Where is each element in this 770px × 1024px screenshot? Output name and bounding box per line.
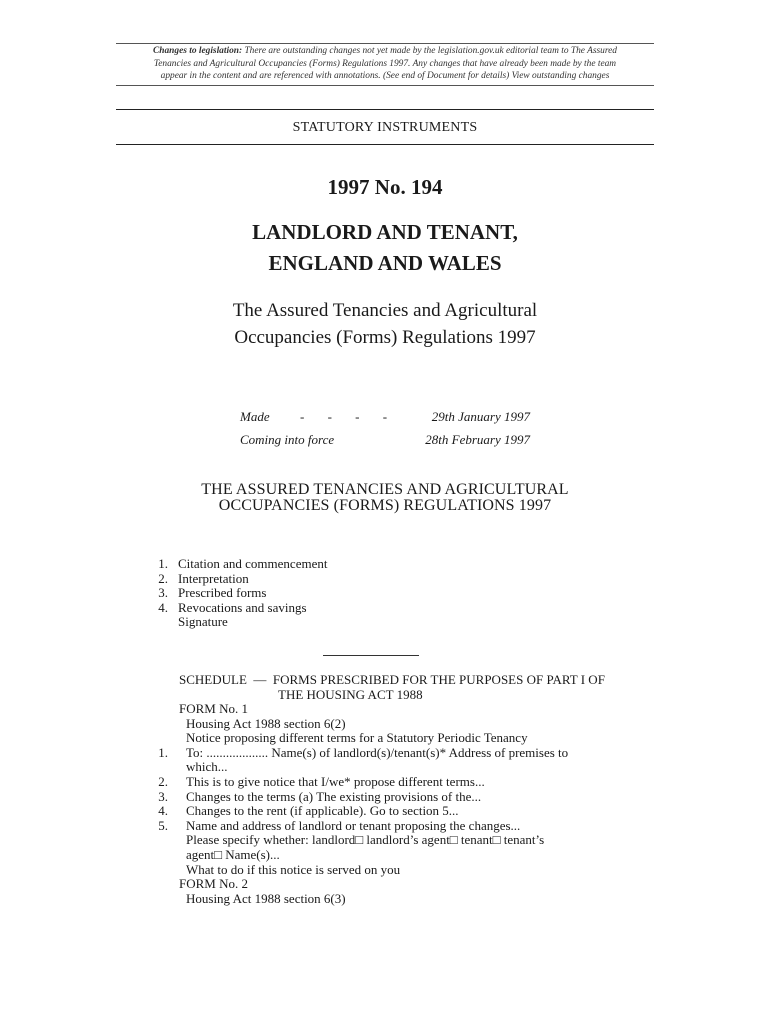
content-line-text: Name and address of landlord or tenant proposing the changes...	[186, 817, 521, 833]
content-line-text: agent□ Name(s)...	[186, 846, 280, 862]
toc-item-text: Interpretation	[178, 570, 249, 586]
content-line[interactable]	[140, 775, 610, 790]
toc-item-text: Prescribed forms	[178, 585, 267, 601]
content-line[interactable]	[140, 731, 610, 746]
toc-item-text: Citation and commencement	[178, 556, 328, 571]
content-line[interactable]	[140, 863, 610, 878]
content-line[interactable]	[140, 804, 610, 819]
series-heading: STATUTORY INSTRUMENTS	[292, 120, 478, 135]
contents-heading	[0, 482, 770, 514]
toc-item-number: 4.	[158, 599, 168, 615]
content-line-text: which...	[186, 759, 228, 775]
content-line-text: Please specify whether: landlord□ landlord’s agent□ tenant□ tenant’s	[186, 832, 545, 848]
content-line-text: This is to give notice that I/we* propose different terms...	[186, 773, 485, 789]
toc-item[interactable]	[140, 586, 560, 601]
content-line-text: Housing Act 1988 section 6(3)	[186, 890, 346, 906]
subject-line-1: LANDLORD AND TENANT,	[252, 220, 518, 244]
force-row	[240, 432, 540, 455]
subject-line-2: ENGLAND AND WALES	[268, 251, 502, 275]
toc-item[interactable]	[140, 557, 560, 572]
content-line[interactable]	[140, 717, 610, 732]
banner-line-1	[116, 45, 654, 58]
regulations-title	[0, 297, 770, 351]
content-line-text: Changes to the rent (if applicable). Go to section 5...	[186, 803, 459, 819]
banner-text-1: There are outstanding changes not yet made by the legislation.gov.uk editorial team to The Assured	[242, 46, 617, 56]
toc-item-number: 2.	[158, 570, 168, 586]
content-line[interactable]	[140, 790, 610, 805]
made-date: 29th January 1997	[431, 409, 530, 424]
section-divider	[323, 655, 419, 656]
changes-banner	[116, 43, 654, 86]
toc-item[interactable]	[140, 601, 560, 616]
series-rule	[116, 144, 654, 145]
made-row	[240, 409, 540, 432]
schedule-heading	[179, 673, 649, 702]
top-rule	[116, 109, 654, 110]
content-line-text: Changes to the terms (a) The existing provisions of the...	[186, 788, 482, 804]
content-line[interactable]	[140, 819, 610, 834]
schedule-contents	[140, 702, 610, 906]
content-line[interactable]	[140, 877, 610, 892]
content-line-text: To: ................... Name(s) of landlord(s)/tenant(s)* Address of premises to	[186, 744, 569, 760]
content-line-text: Housing Act 1988 section 6(2)	[186, 715, 346, 731]
dates-block	[240, 409, 540, 455]
content-line-number: 3.	[158, 788, 168, 804]
toc-item[interactable]	[140, 572, 560, 587]
table-of-contents	[140, 557, 560, 630]
content-line-number: 2.	[158, 773, 168, 789]
content-line-text: Notice proposing different terms for a Statutory Periodic Tenancy	[186, 730, 528, 746]
made-label: Made	[240, 409, 270, 424]
toc-item-number: 1.	[158, 556, 168, 571]
schedule-line-2: THE HOUSING ACT 1988	[278, 686, 423, 702]
contents-heading-line-2: OCCUPANCIES (FORMS) REGULATIONS 1997	[218, 497, 552, 514]
toc-item-text: Signature	[178, 614, 228, 630]
content-line-number: 5.	[158, 817, 168, 833]
content-line[interactable]	[140, 833, 610, 848]
instrument-number: 1997 No. 194	[327, 175, 443, 199]
content-line[interactable]	[140, 702, 610, 717]
content-line-number: 1.	[158, 744, 168, 760]
content-line-text: FORM No. 2	[179, 876, 248, 892]
banner-line-2: Tenancies and Agricultural Occupancies (Forms) Regulations 1997. Any changes that have already been made by the team	[153, 58, 617, 69]
content-line-number: 4.	[158, 803, 168, 819]
subject-heading	[0, 217, 770, 279]
force-label: Coming into force	[240, 432, 335, 447]
toc-item-text: Revocations and savings	[178, 599, 307, 615]
toc-item-number: 3.	[158, 585, 168, 601]
content-line[interactable]	[140, 848, 610, 863]
made-dashes: - - - -	[300, 409, 398, 424]
schedule-line-1: SCHEDULE — FORMS PRESCRIBED FOR THE PURPOSES OF PART I OF	[179, 672, 605, 687]
banner-line-3: appear in the content and are referenced with annotations. (See end of Document for details) View outstanding changes	[160, 71, 610, 81]
content-line-text: What to do if this notice is served on you	[186, 861, 401, 877]
toc-item[interactable]	[140, 615, 560, 630]
content-line[interactable]	[140, 760, 610, 775]
content-line[interactable]	[140, 892, 610, 907]
content-line-text: FORM No. 1	[179, 701, 248, 716]
title-line-1: The Assured Tenancies and Agricultural	[232, 300, 538, 321]
title-line-2: Occupancies (Forms) Regulations 1997	[234, 327, 536, 348]
banner-label: Changes to legislation:	[153, 46, 243, 56]
contents-heading-line-1: THE ASSURED TENANCIES AND AGRICULTURAL	[201, 481, 569, 498]
force-date: 28th February 1997	[425, 432, 530, 447]
content-line[interactable]	[140, 746, 610, 761]
